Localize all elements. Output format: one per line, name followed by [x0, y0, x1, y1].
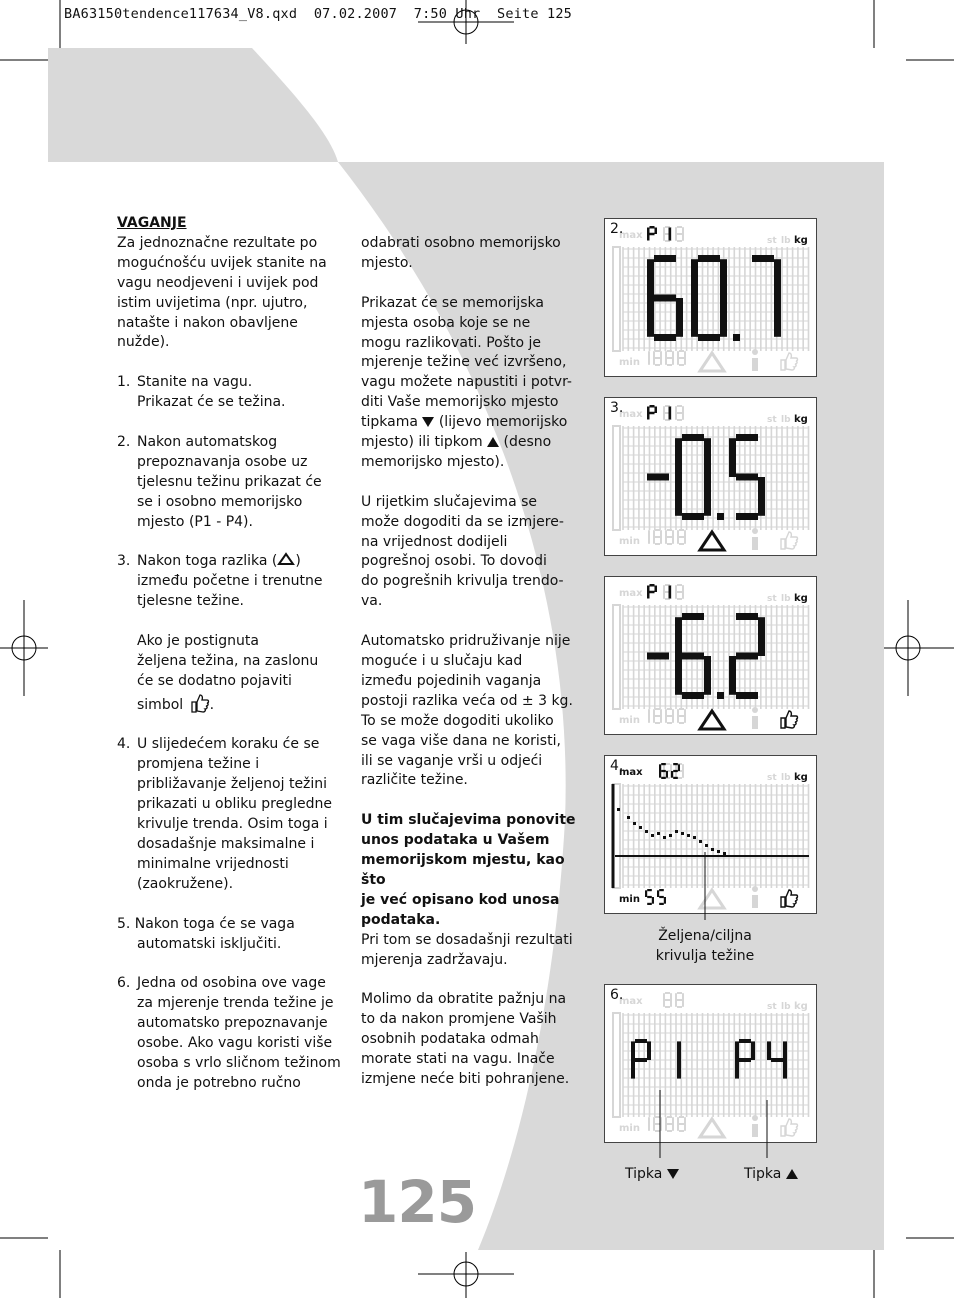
- lcd-faint-digit: [677, 529, 686, 545]
- text-line: Nakon automatskog: [137, 433, 278, 450]
- bold-text-line: U tim slučajevima ponovite: [361, 812, 576, 829]
- lcd-unit-lb: lb: [781, 1002, 791, 1012]
- text-line: postoji razlika veća od ± 3 kg.: [361, 692, 573, 709]
- lcd-decimal-point: [717, 692, 724, 699]
- lcd-unit-lb: lb: [781, 773, 791, 783]
- trend-point: [663, 836, 666, 839]
- lcd-unit-lb: lb: [781, 594, 791, 604]
- arrow-up-icon: [487, 436, 499, 447]
- lcd-minus-sign: [647, 474, 669, 481]
- text-line: U rijetkim slučajevima se: [361, 493, 538, 510]
- lcd-faint-digit: [648, 351, 650, 365]
- caption-line: Željena/ciljna: [658, 928, 752, 944]
- page-number: 125: [358, 1168, 477, 1236]
- text-line: diti Vaše memorijsko mjesto: [361, 394, 559, 411]
- text-line: između pojedinih vaganja: [361, 672, 542, 689]
- bold-text-line: je već opisano kod unosa: [361, 891, 560, 908]
- text-line: Ako je postignuta: [137, 632, 259, 649]
- lcd-max-label: max: [619, 996, 643, 1007]
- text-line: prepoznavanja osobe uz: [137, 453, 308, 470]
- text-line: do pogrešnih krivulja trendo-: [361, 573, 564, 590]
- text-line: Jedna od osobina ove vage: [137, 975, 326, 992]
- lcd-min-label: min: [619, 1123, 640, 1134]
- text-line: na vrijednost dodijeli: [361, 533, 508, 550]
- scale-display-difference: [604, 397, 817, 556]
- lcd-screen: [605, 219, 816, 376]
- lcd-faint-digit: [653, 529, 662, 545]
- scale-display-weight: [604, 218, 817, 377]
- text-line: prikazati u obliku pregledne: [137, 796, 332, 813]
- list-item: [117, 974, 347, 1093]
- bold-text-line: podataka.: [361, 911, 441, 928]
- text-line: mjerenja zadržavaju.: [361, 951, 508, 968]
- lcd-value-digit: [691, 255, 727, 341]
- text-line: memorijsko mjesto).: [361, 453, 505, 470]
- triangle-icon: [700, 532, 724, 550]
- list-item-continuation: [117, 632, 347, 716]
- text-line: (zaokružene).: [137, 875, 234, 892]
- trend-caption: [630, 927, 780, 967]
- triangle-icon: [700, 353, 724, 371]
- text-line: između početne i trenutne: [137, 573, 323, 590]
- list-item: [117, 433, 347, 533]
- text-line: va.: [361, 593, 383, 610]
- arrow-down-icon: [667, 1168, 679, 1179]
- person-icon: [752, 528, 758, 550]
- trend-point: [675, 830, 678, 833]
- lcd-faint-digit: [653, 708, 662, 724]
- text-line: Prikazat će se memorijska: [361, 294, 544, 311]
- scale-display-difference-goal: [604, 576, 817, 735]
- figure-number: 4.: [610, 758, 624, 774]
- thumbs-up-icon: [781, 532, 798, 549]
- lcd-max-label: max: [619, 588, 643, 599]
- text-line: mjesto.: [361, 254, 413, 271]
- text-line: mjesto (P1 - P4).: [137, 513, 253, 530]
- text-line: to da nakon promjene Vaših: [361, 1011, 557, 1028]
- trend-point: [681, 832, 684, 835]
- text-line: se vaga više dana ne koristi,: [361, 732, 561, 749]
- list-item: [117, 373, 347, 413]
- lcd-min-label: min: [619, 894, 640, 905]
- person-icon: [752, 707, 758, 729]
- triangle-icon: [700, 711, 724, 729]
- lcd-unit-st: st: [767, 1002, 777, 1012]
- callout-lines: [600, 850, 820, 1170]
- text-line: 5. Nakon toga će se vaga: [117, 915, 295, 932]
- list-item: [117, 552, 347, 612]
- lcd-unit-lb: lb: [781, 415, 791, 425]
- text-line: simbol .: [137, 692, 347, 716]
- lcd-min-label: min: [619, 536, 640, 547]
- print-slug: BA63150tendence117634_V8.qxd 07.02.2007 7:50 Uhr Seite 125: [64, 6, 572, 22]
- text-line: natašte i nakon obavljene: [117, 314, 298, 331]
- trend-point: [705, 844, 708, 847]
- text-line: nužde).: [117, 334, 170, 351]
- lcd-faint-digit: [675, 405, 684, 421]
- key-down-caption: Tipka: [625, 1165, 679, 1185]
- lcd-unit-st: st: [767, 594, 777, 604]
- lcd-faint-digit: [665, 350, 674, 366]
- key-up-caption: Tipka: [744, 1165, 798, 1185]
- list-number: 3.: [117, 553, 131, 570]
- text-line: izmjene neće biti pohranjene.: [361, 1070, 570, 1087]
- arrow-up-icon: [786, 1168, 798, 1179]
- text-line: istim uvijetima (npr. ujutro,: [117, 294, 308, 311]
- text-line: mjerenje težine već izvršeno,: [361, 354, 567, 371]
- list-item: [117, 735, 347, 894]
- person-icon: [752, 349, 758, 371]
- trend-point: [627, 816, 630, 819]
- lcd-unit-kg: kg: [794, 414, 808, 425]
- text-line: dosadašnje maksimalne i: [137, 836, 315, 853]
- text-line: To se može dogoditi ukoliko: [361, 712, 554, 729]
- list-item: [117, 915, 347, 955]
- lcd-max-label: max: [619, 230, 643, 241]
- list-number: 1.: [117, 374, 131, 391]
- text-line: automatsko prepoznavanje: [137, 1015, 328, 1032]
- trend-point: [693, 836, 696, 839]
- text-line: se i osobno memorijsko: [137, 493, 303, 510]
- text-line: osobe. Ako vagu koristi više: [137, 1035, 333, 1052]
- list-number: 4.: [117, 736, 131, 753]
- trend-point: [639, 826, 642, 829]
- lcd-max-label: max: [619, 767, 643, 778]
- lcd-decimal-point: [733, 334, 740, 341]
- text-line: tjelesnu težinu prikazat će: [137, 473, 322, 490]
- lcd-person-digit: [647, 584, 657, 599]
- lcd-person-digit: [669, 586, 672, 599]
- lcd-unit-kg: kg: [794, 235, 808, 246]
- thumbs-up-icon: [781, 353, 798, 370]
- caption-line: krivulja težine: [655, 947, 755, 964]
- text-line: može dogoditi da se izmjere-: [361, 513, 564, 530]
- column-left: [117, 214, 347, 1094]
- section-heading: VAGANJE: [117, 215, 187, 231]
- text-line: željena težina, na zaslonu: [137, 652, 319, 669]
- text-line: odabrati osobno memorijsko: [361, 235, 561, 251]
- trend-point: [617, 808, 620, 811]
- bold-text-line: unos podataka u Vašem: [361, 832, 550, 849]
- thumbs-up-icon: [188, 692, 210, 714]
- lcd-faint-digit: [665, 529, 674, 545]
- lcd-unit-st: st: [767, 236, 777, 246]
- lcd-min-label: min: [619, 715, 640, 726]
- lcd-faint-digit: [653, 350, 662, 366]
- text-line: Za jednoznačne rezultate po: [117, 234, 318, 251]
- figure-number: 6.: [610, 987, 624, 1003]
- text-line: ili se vaganje vrši u odjeći: [361, 752, 543, 769]
- lcd-faint-digit: [677, 708, 686, 724]
- trend-point: [699, 840, 702, 843]
- text-line: vagu možete napustiti i potvr-: [361, 374, 572, 391]
- text-line: U slijedećem koraku će se: [137, 736, 320, 753]
- lcd-faint-digit: [675, 584, 684, 600]
- lcd-person-digit: [669, 228, 672, 241]
- text-line: tjelesne težine.: [137, 593, 245, 610]
- text-line: mogu razlikovati. Pošto je: [361, 334, 542, 351]
- text-line: Nakon toga razlika ( ): [137, 553, 301, 570]
- trend-point: [687, 834, 690, 837]
- lcd-faint-digit: [677, 350, 686, 366]
- triangle-icon: [277, 552, 295, 566]
- lcd-max-label: max: [619, 409, 643, 420]
- lcd-person-digit: [669, 407, 672, 420]
- lcd-person-digit: [647, 405, 657, 420]
- lcd-unit-kg: kg: [794, 1001, 808, 1012]
- trend-point: [669, 834, 672, 837]
- lcd-decimal-point: [717, 513, 724, 520]
- list-number: 6.: [117, 975, 131, 992]
- lcd-unit-st: st: [767, 415, 777, 425]
- thumbs-up-icon: [781, 711, 798, 728]
- lcd-unit-st: st: [767, 773, 777, 783]
- lcd-screen: [605, 398, 816, 555]
- trend-point: [633, 822, 636, 825]
- lcd-unit-kg: kg: [794, 593, 808, 604]
- lcd-value-digit: [675, 613, 711, 699]
- lcd-min-label: min: [619, 357, 640, 368]
- text-line: tipkama (lijevo memorijsko: [361, 414, 568, 431]
- lcd-unit-kg: kg: [794, 772, 808, 783]
- text-line: mjesta osoba koje se ne: [361, 314, 531, 331]
- arrow-down-icon: [422, 416, 434, 427]
- text-line: mogućnošću uvijek stanite na: [117, 254, 327, 271]
- text-line: pogrešnoj osobi. To dovodi: [361, 553, 547, 570]
- text-line: Molimo da obratite pažnju na: [361, 991, 567, 1008]
- lcd-unit-lb: lb: [781, 236, 791, 246]
- lcd-faint-digit: [648, 709, 650, 723]
- text-line: krivulje trenda. Osim toga i: [137, 816, 328, 833]
- lcd-person-digit: [647, 226, 657, 241]
- text-line: Automatsko pridruživanje nije: [361, 633, 571, 650]
- bold-text-line: memorijskom mjestu, kao što: [361, 852, 565, 888]
- text-line: Stanite na vagu.: [137, 374, 253, 391]
- text-line: će se dodatno pojaviti: [137, 672, 292, 689]
- text-line: promjena težine i: [137, 756, 260, 773]
- figure-number: 3.: [610, 400, 624, 416]
- text-line: onda je potrebno ručno: [137, 1074, 301, 1091]
- text-line: minimalne vrijednosti: [137, 855, 289, 872]
- text-line: osoba s vrlo sličnom težinom: [137, 1054, 341, 1071]
- text-line: osobnih podataka odmah: [361, 1031, 539, 1048]
- list-number: 2.: [117, 433, 131, 450]
- lcd-minus-sign: [647, 653, 669, 660]
- column-middle: [361, 234, 576, 1090]
- trend-point: [651, 834, 654, 837]
- text-line: Prikazat će se težina.: [137, 394, 286, 411]
- lcd-screen: [605, 577, 816, 734]
- text-line: vagu neodjeveni i uvijek pod: [117, 274, 319, 291]
- figure-number: 2.: [610, 221, 624, 237]
- lcd-value-digit: [675, 434, 711, 520]
- text-line: automatski isključiti.: [137, 935, 282, 952]
- trend-point: [657, 832, 660, 835]
- text-line: približavanje željenoj težini: [137, 776, 328, 793]
- text-line: Pri tom se dosadašnji rezultati: [361, 931, 573, 948]
- text-line: moguće i u slučaju kad: [361, 652, 523, 669]
- text-line: mjesto) ili tipkom (desno: [361, 434, 552, 451]
- trend-point: [645, 830, 648, 833]
- text-line: morate stati na vagu. Inače: [361, 1051, 555, 1068]
- text-line: za mjerenje trenda težine je: [137, 995, 334, 1012]
- lcd-faint-digit: [665, 708, 674, 724]
- text-line: različite težine.: [361, 772, 468, 789]
- lcd-faint-digit: [648, 530, 650, 544]
- lcd-faint-digit: [675, 226, 684, 242]
